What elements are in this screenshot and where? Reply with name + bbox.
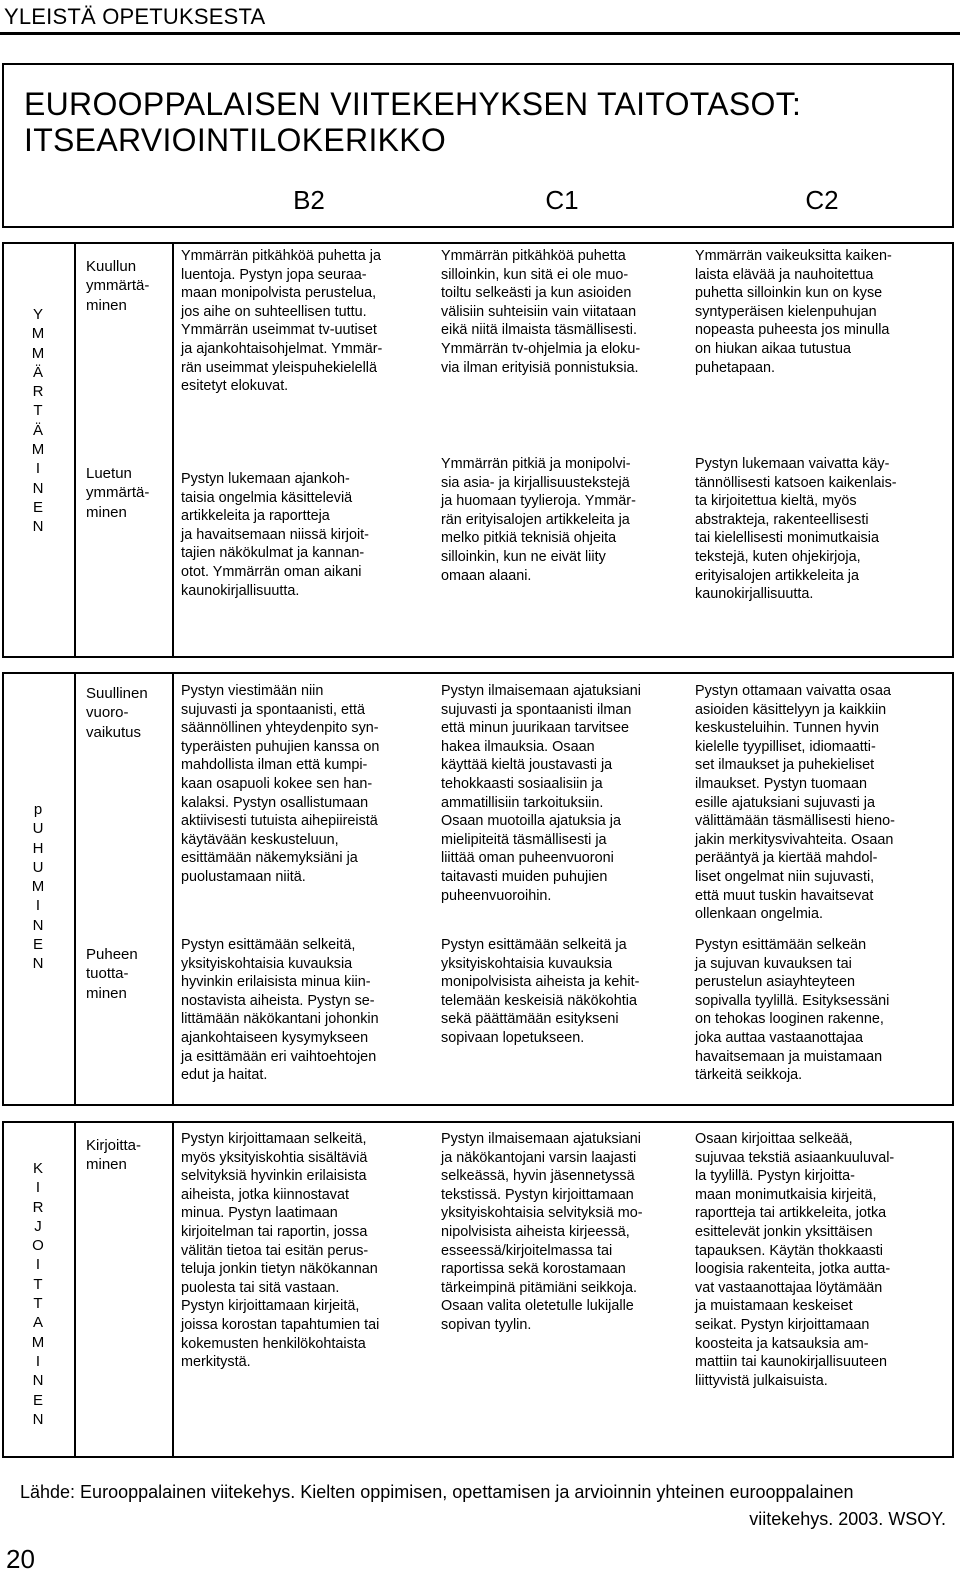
page-number: 20 [6,1544,35,1574]
level-b2: B2 [293,185,325,215]
group-label-kirjoittaminen: K I R J O I T T A M I N E N [31,1160,45,1428]
skill-suullinen-vuorovaikutus: Suullinen vuoro- vaikutus [86,685,148,741]
cell-tuottaminen-c2: Pystyn esittämään selkeän ja sujuvan kuvauksen tai perustelun asiayhteyteen sopivalla tyylillä. Esityksessäni on tehokas looginen rakenne, joka auttaa vastaanottajaa havaitsemaan ja muistamaan tärkeitä seikkoja. [695,937,890,1084]
cell-luetun-b2: Pystyn lukemaan ajankoh- taisia ongelmia käsitteleviä artikkeleita ja raportteja ja havaitsemaan niissä kirjoit- tajien näkökulmat ja kannan- otot. Ymmärrän oman aikani kaunokirjallisuutta. [181,471,369,599]
group-divider [74,672,76,1106]
level-c2: C2 [805,185,839,215]
cell-kuullun-c2: Ymmärrän vaikeuksitta kaiken- laista elävää ja nauhoitettua puhetta silloinkin kun on kyse syntyperäisen kielenpuhujan nopeasta puheesta jos minulla on hiukan aikaa tutustua puhetapaan. [695,248,892,376]
skill-luetun-ymmartaminen: Luetun ymmärtä- minen [86,465,150,521]
group-divider [172,242,174,658]
group-label-puhuminen: p U H U M I N E N [31,801,45,973]
source-note-line: Lähde: Eurooppalainen viitekehys. Kielten oppimisen, opettamisen ja arvioinnin yhteinen eurooppalainen [20,1482,854,1502]
cell-tuottaminen-c1: Pystyn esittämään selkeitä ja yksityiskohtaisia kuvauksia monipolvisista aiheista ja kehit- telemään keskeisiä näkökohtia sekä päättämään esitykseni sopivaan lopetukseen. [441,937,640,1046]
group-divider [172,672,174,1106]
cell-kirjoittaminen-c1: Pystyn ilmaisemaan ajatuksiani ja näkökantojani varsin laajasti selkeässä, hyvin jäsennetyssä tekstissä. Pystyn kirjoittamaan yksityiskohtaisia selvityksiä mo- nipolvisista aiheista kirjeessä, esseessä/kirjoitelmassa tai raportissa sekä korostamaan tärkeimpinä pitämiäni seikkoja. Osaan valita oletetulle lukijalle sopivan tyylin. [441,1131,643,1333]
cell-kuullun-c1: Ymmärrän pitkähköä puhetta silloinkin, kun sitä ei ole muo- toiltu selkeästi ja kun asioiden välisiin suhteisiin vain viitataan eikä niitä ilmaista täsmällisesti. Ymmärrän tv-ohjelmia ja eloku- via ilman erityisiä ponnistuksia. [441,248,641,376]
page-title: EUROOPPALAISEN VIITEKEHYKSEN TAITOTASOT: ITSEARVIOINTILOKERIKKO [24,86,802,158]
source-note-line-right: viitekehys. 2003. WSOY. [749,1509,946,1529]
cell-luetun-c1: Ymmärrän pitkiä ja monipolvi- sia asia- ja kirjallisuustekstejä ja huomaan tyylieroja. Ymmär- rän erityisalojen artikkeleita ja melko pitkiä teknisiä ohjeita silloinkin, kun ne eivät liity omaan alaani. [441,456,636,584]
group-label-ymmartaminen: Y M M Ä R T Ä M I N E N [31,306,45,536]
cell-vuorovaikutus-b2: Pystyn viestimään niin sujuvasti ja spontaanisti, että säännöllinen yhteydenpito syn- typeräisten puhujien kanssa on mahdollista ilman että kumpi- kaan osapuoli kokee sen han- kalaksi. Pystyn osallistumaan aktiivisesti tutuista aihepiireistä käytävään keskusteluun, esittämään näkemyksiäni ja puolustamaan niitä. [181,683,380,885]
skill-kuullun-ymmartaminen: Kuullun ymmärtä- minen [86,258,150,314]
group-divider [74,242,76,658]
group-divider [74,1121,76,1458]
cell-vuorovaikutus-c2: Pystyn ottamaan vaivatta osaa asioiden käsittelyyn ja kaikkiin keskusteluihin. Tunnen hyvin kielelle tyypilliset, idiomaatti- set ilmaukset ja puhekieliset ilmaukset. Pystyn tuomaan esille ajatuksiani sujuvasti ja välittämään täsmällisesti hieno- jakin merkitysvivahteita. Osaan perääntyä ja kiertää mahdol- liset ongelmat niin sujuvasti, että muut tuskin havaitsevat ollenkaan ongelmia. [695,683,895,923]
cell-luetun-c2: Pystyn lukemaan vaivatta käy- tännöllisesti katsoen kaikenlais- ta kirjoitettua kieltä, myös abstrakteja, rakenteellisesti tai kielellisesti monimutkaisia tekstejä, kuten ohjekirjoja, erityisalojen artikkeleita ja kaunokirjallisuutta. [695,456,897,603]
cell-vuorovaikutus-c1: Pystyn ilmaisemaan ajatuksiani sujuvasti ja spontaanisti ilman että minun juurikaan tarvitsee hakea ilmauksia. Osaan käyttää kieltä joustavasti ja tehokkaasti sosiaalisiin ja ammatillisiin tarkoituksiin. Osaan muotoilla ajatuksia ja mielipiteitä täsmällisesti ja liittää oman puheenvuoroni taitavasti muiden puhujien puheenvuoroihin. [441,683,641,904]
level-c1: C1 [545,185,579,215]
cell-tuottaminen-b2: Pystyn esittämään selkeitä, yksityiskohtaisia kuvauksia hyvinkin erilaisista minua kiin- nostavista aiheista. Pystyn se- littämään näkökantani johonkin ajankohtaiseen kysymykseen ja esittämään eri vaihtoehtojen edut ja haitat. [181,937,379,1084]
cell-kirjoittaminen-c2: Osaan kirjoittaa selkeää, sujuvaa tekstiä asiaankuuluval- la tyylillä. Pystyn kirjoitta- maan monimutkaisia kirjeitä, raportteja tai artikkeleita, jotka esittelevät jonkin yksittäisen tapauksen. Käytän thokkaasti loogisia rakenteita, jotka autta- vat vastaanottajaa löytämään ja muistamaan keskeiset seikat. Pystyn kirjoittamaan koosteita ja katsauksia am- mattiin tai kaunokirjallisuuteen liittyvistä julkaisuista. [695,1131,895,1389]
cell-kirjoittaminen-b2: Pystyn kirjoittamaan selkeitä, myös yksityiskohtia sisältäviä selvityksiä hyvinkin erilaisista aiheista, jotka kiinnostavat minua. Pystyn laatimaan kirjoitelman tai raportin, jossa välitän tietoa tai esitän perus- teluja jonkin tietyn näkökannan puolesta tai sitä vastaan. Pystyn kirjoittamaan kirjeitä, joissa korostan tapahtumien tai kokemusten henkilökohtaista merkitystä. [181,1131,380,1371]
section-header: YLEISTÄ OPETUKSESTA [4,4,266,29]
source-note [20,1479,946,1533]
header-rule [0,32,960,35]
cell-kuullun-b2: Ymmärrän pitkähköä puhetta ja luentoja. Pystyn jopa seuraa- maan monipolvista perustelua, jos aihe on suhteellisen tuttu. Ymmärrän useimmat tv-uutiset ja ajankohtaisohjelmat. Ymmär- rän useimmat yleispuhekielellä esitetyt elokuvat. [181,248,383,395]
group-divider [172,1121,174,1458]
skill-puheen-tuottaminen: Puheen tuotta- minen [86,946,138,1002]
skill-kirjoittaminen: Kirjoitta- minen [86,1137,142,1174]
